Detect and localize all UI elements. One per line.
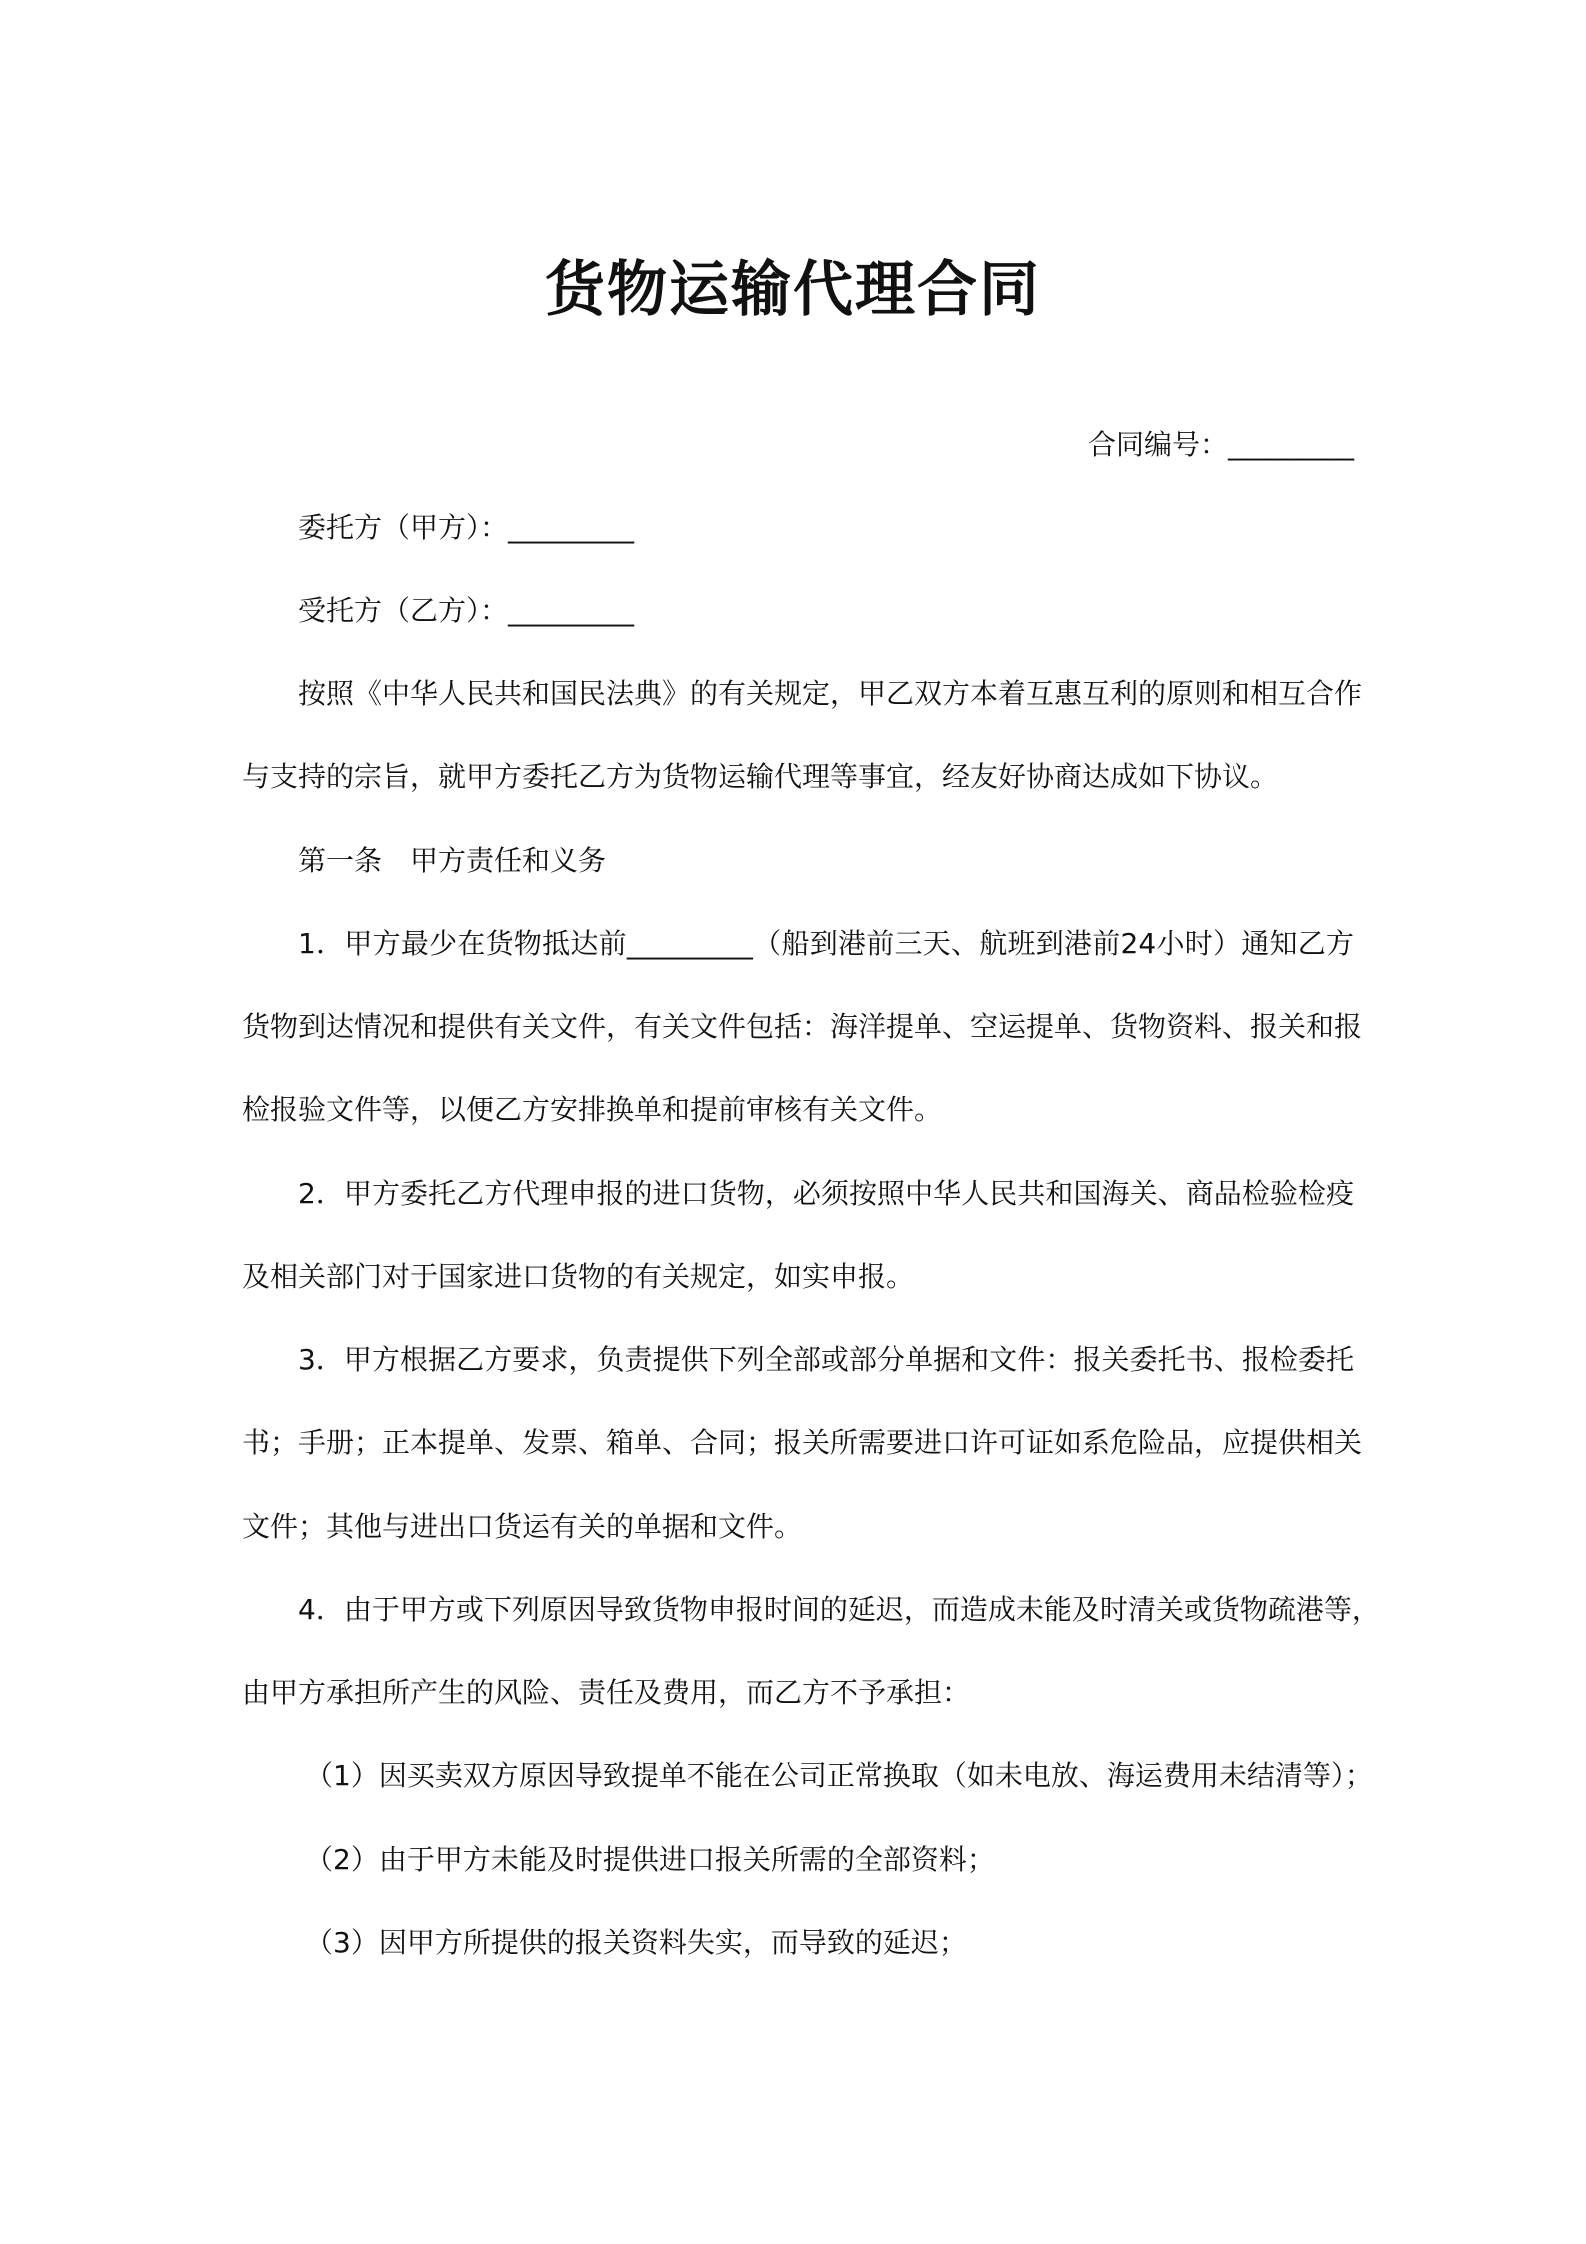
article-1-heading: 第一条 甲方责任和义务 (298, 844, 607, 877)
clause-3-line-3: 文件；其他与进出口货运有关的单据和文件。 (242, 1510, 803, 1543)
intro-line-2: 与支持的宗旨，就甲方委托乙方为货物运输代理等事宜，经友好协商达成如下协议。 (242, 760, 1279, 793)
sub-item-2: （2）由于甲方未能及时提供进口报关所需的全部资料； (305, 1843, 995, 1876)
sub-item-1: （1）因买卖双方原因导致提单不能在公司正常换取（如未电放、海运费用未结清等）； (305, 1759, 1373, 1792)
document-title: 货物运输代理合同 (545, 255, 1041, 325)
party-b-line: 受托方（乙方）：_________ (298, 594, 635, 627)
clause-4-line-2: 由甲方承担所产生的风险、责任及费用，而乙方不予承担： (242, 1676, 971, 1709)
clause-3-line-2: 书；手册；正本提单、发票、箱单、合同；报关所需要进口许可证如系危险品，应提供相关 (242, 1426, 1363, 1459)
clause-1-line-1: 1．甲方最少在货物抵达前_________（船到港前三天、航班到港前24小时）通知乙方 (298, 927, 1354, 960)
clause-2-line-2: 及相关部门对于国家进口货物的有关规定，如实申报。 (242, 1260, 915, 1293)
party-a-line: 委托方（甲方）：_________ (298, 511, 635, 544)
clause-3-line-1: 3．甲方根据乙方要求，负责提供下列全部或部分单据和文件：报关委托书、报检委托 (298, 1343, 1354, 1376)
contract-number: 合同编号：_________ (1087, 428, 1354, 461)
clause-2-line-1: 2．甲方委托乙方代理申报的进口货物，必须按照中华人民共和国海关、商品检验检疫 (298, 1177, 1354, 1210)
intro-line-1: 按照《中华人民共和国民法典》的有关规定，甲乙双方本着互惠互利的原则和相互合作 (298, 677, 1363, 710)
clause-1-line-2: 货物到达情况和提供有关文件，有关文件包括：海洋提单、空运提单、货物资料、报关和报 (242, 1010, 1363, 1043)
sub-item-3: （3）因甲方所提供的报关资料失实，而导致的延迟； (305, 1926, 967, 1959)
clause-1-line-3: 检报验文件等，以便乙方安排换单和提前审核有关文件。 (242, 1093, 943, 1126)
clause-4-line-1: 4．由于甲方或下列原因导致货物申报时间的延迟，而造成未能及时清关或货物疏港等， (298, 1593, 1380, 1626)
